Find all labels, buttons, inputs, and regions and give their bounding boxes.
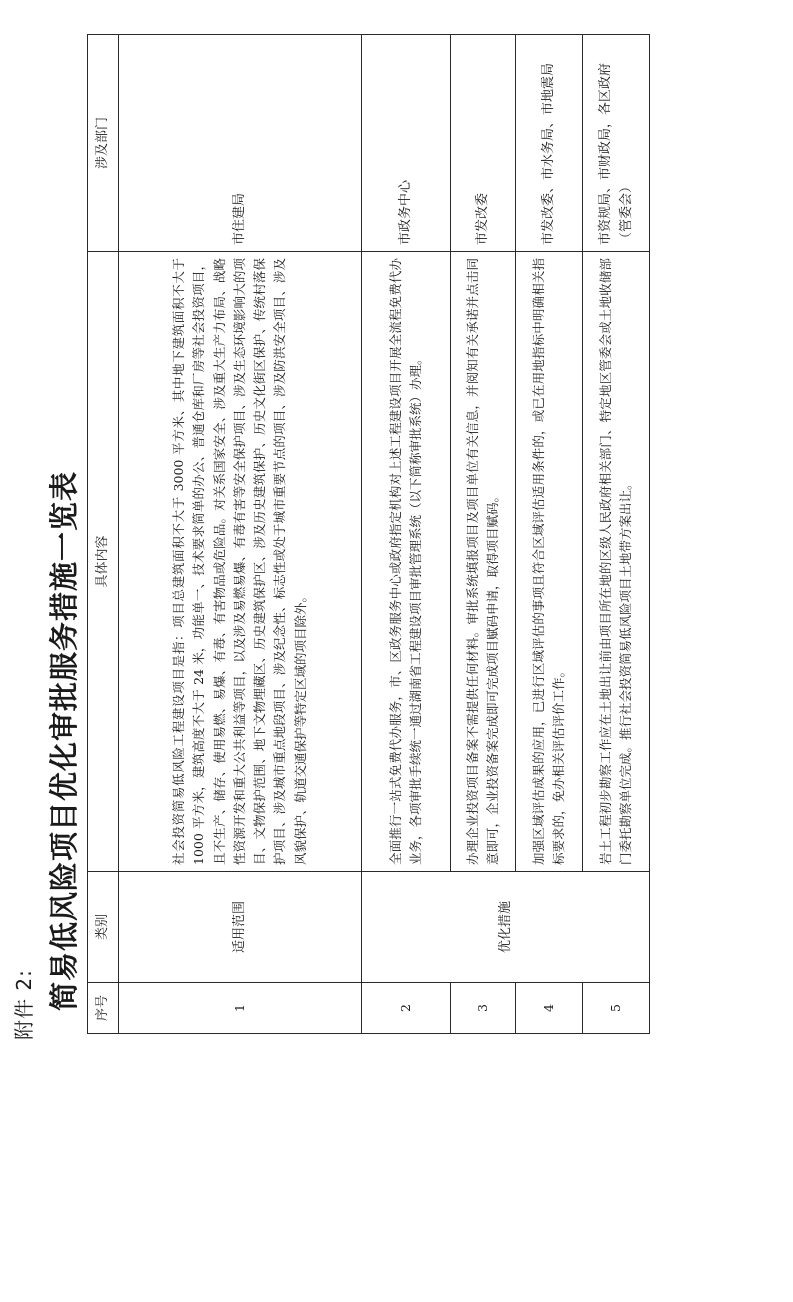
row-no: 5 [583, 983, 650, 1034]
header-no: 序号 [88, 983, 119, 1034]
row-departments: 市发改委、市水务局、市地震局 [516, 35, 583, 252]
header-departments: 涉及部门 [88, 35, 119, 252]
row-no: 1 [119, 983, 362, 1034]
category-scope: 适用范围 [119, 872, 362, 983]
row-content: 社会投资简易低风险工程建设项目是指：项目总建筑面积不大于 3000 平方米、其中地下建筑面积不大于 1000 平方米，建筑高度不大于 24 米，功能单一、技术要求简单的办公、普通仓库和厂房等社会投资项目，且不生产、储存、使用易燃、易爆、有毒、有害物品或危险品。对关系国家安全、涉及重大生产力布局、战略性资源开发和重大公共利益等项目，以及涉及易燃易爆、有毒有害等安全保护项目、涉及生态环境影响大的项目、文物保护范围、地下文物埋藏区、历史建筑保护区、涉及历史建筑保护、历史文化街区保护、传统村落保护项目、涉及城市重点地段项目、涉及纪念性、标志性或处于城市重要节点的项目、涉及防洪安全项目、涉及风貌保护、轨道交通保护等特定区域的项目除外。 [119, 252, 362, 872]
header-content: 具体内容 [88, 252, 119, 872]
category-measures: 优化措施 [362, 872, 650, 983]
row-content: 全面推行一站式免费代办服务，市、区政务服务中心或政府指定机构对上述工程建设项目开展全流程免费代办业务，各项审批手续统一通过湖南省工程建设项目审批管理系统（以下简称审批系统）办理。 [362, 252, 451, 872]
table-header-row [88, 35, 119, 1034]
row-departments: 市资规局、市财政局，各区政府（管委会） [583, 35, 650, 252]
measures-table [87, 34, 650, 1034]
page-title: 简易低风险项目优化审批服务措施一览表 [47, 471, 81, 1012]
row-departments: 市住建局 [119, 35, 362, 252]
row-no: 2 [362, 983, 451, 1034]
attachment-label: 附件 2: [12, 969, 36, 1040]
table-row [119, 35, 362, 1034]
row-departments: 市政务中心 [362, 35, 451, 252]
row-no: 3 [451, 983, 516, 1034]
header-category: 类别 [88, 872, 119, 983]
row-content: 岩土工程初步勘察工作应在土地出让前由项目所在地的区级人民政府相关部门、特定地区管委会或土地收储部门委托勘察单位完成。推行社会投资简易低风险项目土地带方案出让。 [583, 252, 650, 872]
row-content: 办理企业投资项目备案不需提供任何材料。审批系统填报项目及项目单位有关信息，并阅知有关承诺并点击同意即可，企业投资备案完成即可完成项目赋码申请，取得项目赋码。 [451, 252, 516, 872]
row-departments: 市发改委 [451, 35, 516, 252]
row-content: 加强区域评估成果的应用，已进行区域评估的事项且符合区域评估适用条件的，或已在用地指标中明确相关指标要求的，免办相关评估评价工作。 [516, 252, 583, 872]
table-row [362, 35, 451, 1034]
row-no: 4 [516, 983, 583, 1034]
